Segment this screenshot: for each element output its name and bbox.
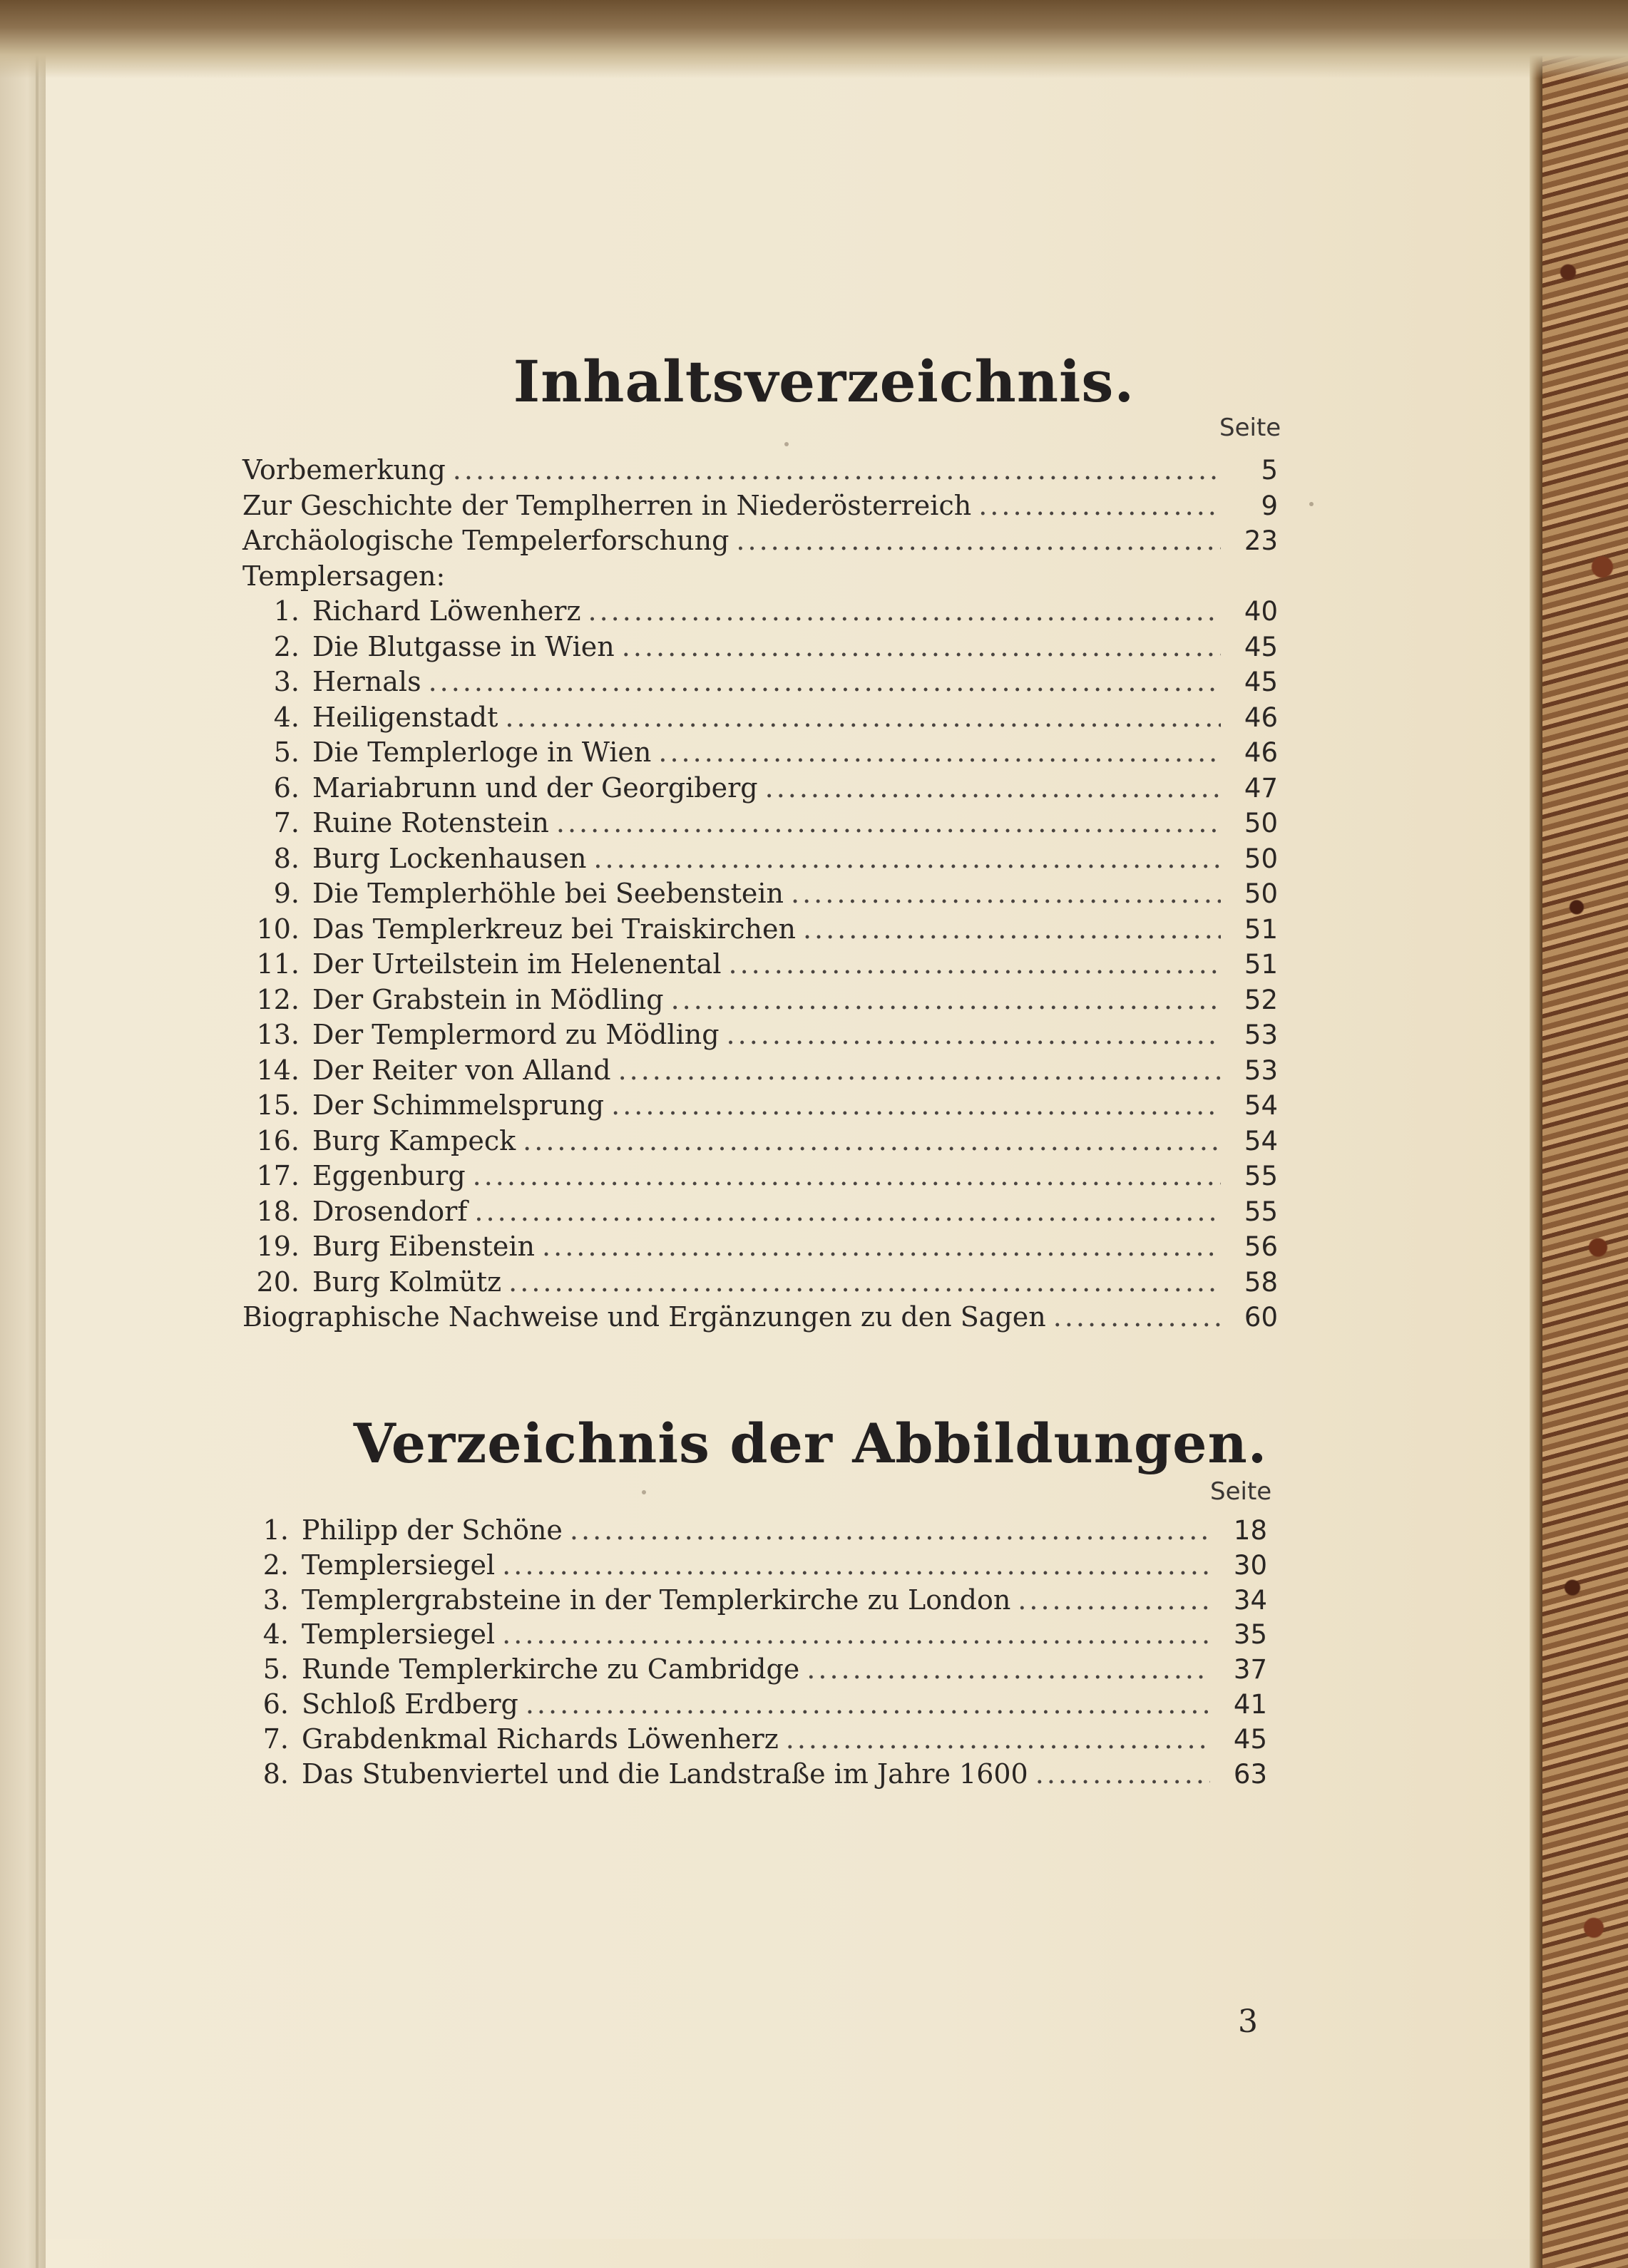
toc-entry-number: 15. bbox=[256, 1089, 300, 1121]
toc-entry-row bbox=[242, 913, 1278, 949]
toc-entry-row bbox=[242, 560, 1278, 596]
toc-entry-page: 54 bbox=[1244, 1090, 1278, 1121]
toc-entry-label: Mariabrunn und der Georgiberg bbox=[312, 771, 758, 804]
figure-entry-row bbox=[232, 1514, 1267, 1549]
toc-entry-label: Zur Geschichte der Templherren in Niederösterreich bbox=[242, 489, 972, 521]
toc-entry-label: Vorbemerkung bbox=[242, 454, 446, 486]
paper-speck bbox=[1309, 502, 1314, 506]
toc-entry-page: 47 bbox=[1244, 772, 1278, 804]
toc-entry-number: 2. bbox=[273, 630, 300, 662]
toc-entry-row bbox=[242, 1089, 1278, 1125]
toc-entry-label: Der Schimmelsprung bbox=[312, 1089, 605, 1121]
toc-entry-label: Burg Kampeck bbox=[312, 1124, 516, 1156]
cover-inner-edge bbox=[1530, 0, 1542, 2268]
dot-leader bbox=[523, 1125, 1221, 1156]
figure-entry-label: Grabdenkmal Richards Löwenherz bbox=[302, 1723, 779, 1755]
facing-page-edge bbox=[0, 0, 46, 2268]
dot-leader bbox=[791, 878, 1221, 909]
figure-entry-row bbox=[232, 1758, 1267, 1793]
toc-entry-page: 53 bbox=[1244, 1020, 1278, 1050]
toc-entry-row bbox=[242, 1266, 1278, 1302]
toc-entry-row bbox=[242, 737, 1278, 772]
dot-leader bbox=[611, 1089, 1221, 1121]
toc-entry-row bbox=[242, 1301, 1278, 1337]
toc-seite-label: Seite bbox=[1219, 414, 1281, 442]
toc-entry-label: Die Blutgasse in Wien bbox=[312, 630, 615, 662]
toc-entry-row bbox=[242, 595, 1278, 631]
toc-entry-page: 54 bbox=[1244, 1125, 1278, 1156]
toc-entry-row bbox=[242, 1019, 1278, 1055]
toc-entry-number: 13. bbox=[256, 1019, 300, 1050]
toc-entry-page: 45 bbox=[1244, 631, 1278, 662]
figure-entry-label: Philipp der Schöne bbox=[302, 1514, 563, 1546]
toc-entry-page: 50 bbox=[1244, 843, 1278, 874]
dot-leader bbox=[556, 807, 1221, 838]
paper-speck bbox=[642, 1490, 646, 1494]
figure-entry-row bbox=[232, 1584, 1267, 1619]
toc-entry-number: 17. bbox=[256, 1160, 300, 1191]
toc-entry-page: 45 bbox=[1244, 667, 1278, 697]
dot-leader bbox=[508, 1266, 1221, 1298]
figure-entry-page: 30 bbox=[1233, 1549, 1267, 1581]
toc-entry-label: Das Templerkreuz bei Traiskirchen bbox=[312, 913, 796, 945]
dot-leader bbox=[658, 737, 1221, 768]
toc-entry-number: 20. bbox=[256, 1266, 300, 1298]
figure-entry-page: 45 bbox=[1233, 1723, 1267, 1755]
toc-entry-number: 5. bbox=[273, 737, 300, 768]
toc-entry-row bbox=[242, 807, 1278, 843]
toc-entry-row bbox=[242, 454, 1278, 490]
figure-entry-number: 3. bbox=[262, 1584, 289, 1616]
toc-entry-number: 10. bbox=[256, 913, 300, 945]
toc-entry-row bbox=[242, 1160, 1278, 1196]
toc-entry-number: 6. bbox=[273, 771, 300, 804]
toc-entry-number: 3. bbox=[273, 666, 300, 697]
figure-entry-row bbox=[232, 1688, 1267, 1723]
toc-entry-page: 46 bbox=[1244, 737, 1278, 768]
figure-entry-page: 35 bbox=[1233, 1619, 1267, 1651]
figure-entry-row bbox=[232, 1653, 1267, 1688]
toc-list bbox=[242, 454, 1278, 1337]
figures-seite-label: Seite bbox=[1210, 1477, 1272, 1506]
dot-leader bbox=[473, 1160, 1221, 1191]
dot-leader bbox=[803, 913, 1221, 945]
toc-entry-label: Der Reiter von Alland bbox=[312, 1054, 611, 1086]
dot-leader bbox=[526, 1688, 1210, 1720]
paper-speck bbox=[784, 442, 789, 446]
toc-entry-row bbox=[242, 843, 1278, 878]
toc-entry-row bbox=[242, 1196, 1278, 1231]
dot-leader bbox=[502, 1618, 1210, 1650]
dot-leader bbox=[736, 525, 1221, 556]
toc-heading: Inhaltsverzeichnis. bbox=[513, 348, 1135, 415]
figure-entry-page: 41 bbox=[1233, 1688, 1267, 1720]
figure-entry-page: 18 bbox=[1233, 1515, 1267, 1546]
figure-entry-row bbox=[232, 1723, 1267, 1758]
toc-entry-page: 23 bbox=[1244, 525, 1278, 556]
toc-entry-page: 58 bbox=[1244, 1266, 1278, 1298]
toc-entry-page: 46 bbox=[1244, 702, 1278, 733]
toc-entry-page: 51 bbox=[1244, 949, 1278, 980]
toc-entry-row bbox=[242, 1125, 1278, 1161]
toc-entry-row bbox=[242, 631, 1278, 667]
figure-entry-label: Templersiegel bbox=[302, 1549, 496, 1581]
figures-heading: Verzeichnis der Abbildungen. bbox=[353, 1412, 1268, 1475]
toc-entry-page: 53 bbox=[1244, 1055, 1278, 1086]
toc-entry-page: 5 bbox=[1261, 455, 1278, 486]
toc-entry-row bbox=[242, 1231, 1278, 1266]
toc-entry-label: Die Templerloge in Wien bbox=[312, 737, 652, 768]
toc-entry-label: Burg Eibenstein bbox=[312, 1231, 536, 1262]
toc-entry-row bbox=[242, 666, 1278, 702]
toc-entry-page: 9 bbox=[1261, 490, 1278, 521]
marbled-cover bbox=[1542, 0, 1628, 2268]
dot-leader bbox=[474, 1196, 1221, 1227]
toc-entry-label: Der Templermord zu Mödling bbox=[312, 1019, 720, 1050]
dot-leader bbox=[570, 1514, 1210, 1546]
toc-entry-label: Burg Kolmütz bbox=[312, 1266, 502, 1298]
toc-entry-number: 12. bbox=[256, 983, 300, 1015]
dot-leader bbox=[429, 666, 1221, 697]
toc-entry-page: 50 bbox=[1244, 878, 1278, 909]
dot-leader bbox=[978, 490, 1221, 521]
toc-entry-page: 51 bbox=[1244, 913, 1278, 945]
dot-leader bbox=[786, 1723, 1210, 1755]
figure-entry-number: 8. bbox=[262, 1758, 289, 1790]
dot-leader bbox=[765, 772, 1221, 804]
toc-entry-number: 18. bbox=[256, 1195, 300, 1227]
toc-entry-label: Biographische Nachweise und Ergänzungen zu den Sagen bbox=[242, 1301, 1046, 1333]
figure-entry-label: Das Stubenviertel und die Landstraße im Jahre 1600 bbox=[302, 1758, 1028, 1790]
toc-entry-row bbox=[242, 525, 1278, 560]
dot-leader bbox=[622, 631, 1221, 662]
dot-leader bbox=[618, 1055, 1221, 1086]
toc-entry-number: 19. bbox=[256, 1231, 300, 1262]
toc-entry-row bbox=[242, 702, 1278, 737]
toc-entry-number: 16. bbox=[256, 1124, 300, 1156]
figure-entry-page: 37 bbox=[1233, 1654, 1267, 1685]
figure-entry-number: 1. bbox=[262, 1514, 289, 1546]
dot-leader bbox=[502, 1549, 1210, 1581]
toc-entry-page: 52 bbox=[1244, 984, 1278, 1015]
toc-entry-label: Hernals bbox=[312, 666, 421, 697]
toc-entry-row bbox=[242, 1055, 1278, 1090]
figure-entry-label: Templergrabsteine in der Templerkirche zu London bbox=[302, 1584, 1011, 1616]
toc-entry-row bbox=[242, 948, 1278, 984]
toc-entry-label: Drosendorf bbox=[312, 1195, 468, 1227]
dot-leader bbox=[807, 1653, 1210, 1685]
figure-entry-label: Runde Templerkirche zu Cambridge bbox=[302, 1653, 800, 1685]
dot-leader bbox=[453, 454, 1221, 486]
toc-entry-page: 56 bbox=[1244, 1231, 1278, 1262]
figure-entry-label: Templersiegel bbox=[302, 1618, 496, 1651]
toc-entry-number: 1. bbox=[273, 595, 300, 627]
dot-leader bbox=[588, 595, 1222, 627]
figure-entry-number: 5. bbox=[262, 1653, 289, 1685]
toc-entry-label: Die Templerhöhle bei Seebenstein bbox=[312, 878, 784, 909]
toc-entry-row bbox=[242, 490, 1278, 525]
figure-entry-page: 63 bbox=[1233, 1758, 1267, 1790]
toc-entry-label: Heiligenstadt bbox=[312, 701, 498, 733]
toc-entry-page: 55 bbox=[1244, 1161, 1278, 1191]
toc-entry-label: Ruine Rotenstein bbox=[312, 807, 549, 838]
toc-entry-number: 9. bbox=[273, 878, 300, 909]
toc-entry-label: Burg Lockenhausen bbox=[312, 842, 587, 874]
dot-leader bbox=[505, 702, 1221, 733]
toc-entry-number: 4. bbox=[273, 701, 300, 733]
toc-entry-page: 40 bbox=[1244, 596, 1278, 627]
toc-entry-page: 55 bbox=[1244, 1196, 1278, 1227]
toc-entry-number: 11. bbox=[256, 948, 300, 980]
dot-leader bbox=[1018, 1584, 1210, 1616]
figure-entry-row bbox=[232, 1549, 1267, 1584]
toc-entry-number: 14. bbox=[256, 1054, 300, 1086]
figure-entry-number: 4. bbox=[262, 1618, 289, 1651]
toc-entry-label: Richard Löwenherz bbox=[312, 595, 581, 627]
figure-entry-row bbox=[232, 1618, 1267, 1653]
toc-entry-label: Der Grabstein in Mödling bbox=[312, 983, 664, 1015]
dot-leader bbox=[542, 1231, 1221, 1262]
toc-entry-row bbox=[242, 984, 1278, 1020]
gutter-line bbox=[36, 0, 39, 2268]
figure-entry-number: 6. bbox=[262, 1688, 289, 1720]
figures-list bbox=[232, 1514, 1267, 1792]
top-page-edge bbox=[0, 0, 1628, 78]
dot-leader bbox=[593, 843, 1221, 874]
toc-entry-number: 8. bbox=[273, 842, 300, 874]
toc-entry-label: Der Urteilstein im Helenental bbox=[312, 948, 722, 980]
dot-leader bbox=[671, 984, 1221, 1015]
dot-leader bbox=[727, 1019, 1221, 1050]
figure-entry-label: Schloß Erdberg bbox=[302, 1688, 518, 1720]
toc-entry-page: 60 bbox=[1244, 1302, 1278, 1333]
toc-entry-label: Templersagen: bbox=[242, 560, 446, 592]
toc-entry-label: Archäologische Tempelerforschung bbox=[242, 525, 729, 556]
figure-entry-number: 2. bbox=[262, 1549, 289, 1581]
toc-entry-number: 7. bbox=[273, 807, 300, 838]
toc-entry-row bbox=[242, 878, 1278, 913]
toc-entry-label: Eggenburg bbox=[312, 1160, 466, 1191]
dot-leader bbox=[1035, 1758, 1210, 1790]
dot-leader bbox=[728, 948, 1221, 980]
page-number: 3 bbox=[1238, 2003, 1258, 2040]
dot-leader bbox=[1053, 1301, 1221, 1333]
toc-entry-page: 50 bbox=[1244, 808, 1278, 838]
toc-entry-row bbox=[242, 772, 1278, 808]
figure-entry-number: 7. bbox=[262, 1723, 289, 1755]
figure-entry-page: 34 bbox=[1233, 1584, 1267, 1616]
